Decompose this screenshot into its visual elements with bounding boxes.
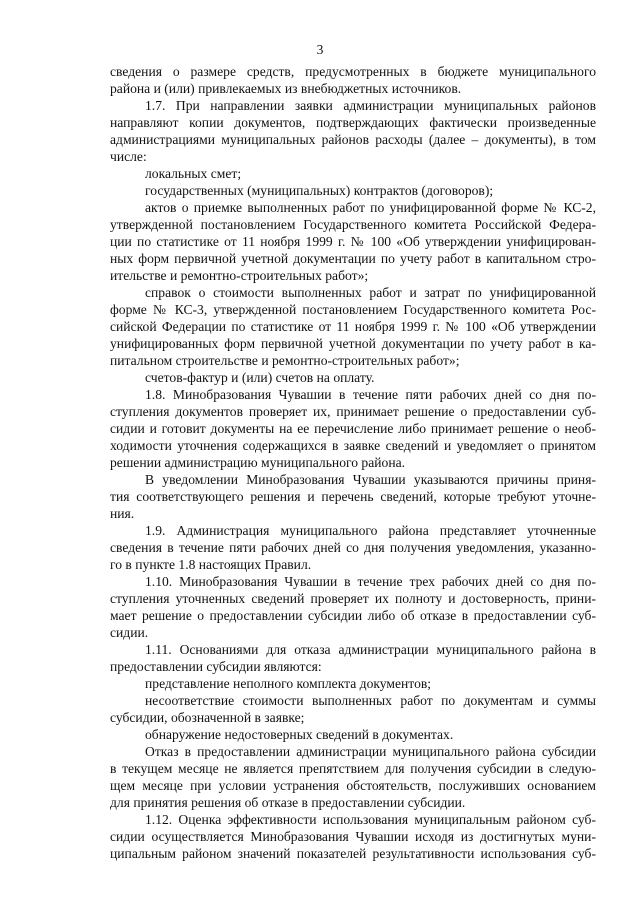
text-line: сидии осуществляется Минобразования Чувашии исходя из достигнутых муни- <box>110 829 596 844</box>
text-line: ципальным районом значений показателей результативности использования суб- <box>110 846 596 861</box>
text-line: государственных (муниципальных) контрактов (договоров); <box>145 183 494 198</box>
text-line: мает решение о предоставлении субсидии либо об отказе в предоставлении суб- <box>110 608 596 623</box>
text-line: тия соответствующего решения и перечень сведений, которые требуют уточне- <box>110 489 596 504</box>
text-line: ных форм первичной учетной документации по учету работ в капитальном стро- <box>110 251 596 266</box>
text-line: сведения в течение пяти рабочих дней со дня получения уведомления, указанно- <box>110 540 596 555</box>
text-line: ступления уточненных сведений проверяет их полноту и достоверность, прини- <box>110 591 596 606</box>
text-line: для принятия решения об отказе в предоставлении субсидии. <box>110 795 466 810</box>
text-line: утвержденной постановлением Государственного комитета Российской Федера- <box>110 217 596 232</box>
text-line: предоставлении субсидии являются: <box>110 659 322 674</box>
text-line: 1.9. Администрация муниципального района представляет уточненные <box>145 523 596 538</box>
text-line: 1.8. Минобразования Чувашии в течение пяти рабочих дней со дня по- <box>145 387 596 402</box>
text-line: 1.10. Минобразования Чувашии в течение трех рабочих дней со дня по- <box>145 574 596 589</box>
text-line: сийской Федерации по статистике от 11 ноября 1999 г. № 100 «Об утверждении <box>110 319 596 334</box>
text-line: администрациями муниципальных районов расходы (далее – документы), в том <box>110 132 596 147</box>
text-line: форме № КС-3, утвержденной постановлением Государственного комитета Рос- <box>110 302 596 317</box>
text-line: Отказ в предоставлении администрации муниципального района субсидии <box>145 744 596 759</box>
text-line: обнаружение недостоверных сведений в документах. <box>145 727 454 742</box>
text-line: В уведомлении Минобразования Чувашии указываются причины приня- <box>145 472 596 487</box>
text-line: представление неполного комплекта документов; <box>145 676 432 691</box>
text-line: 1.7. При направлении заявки администрации муниципальных районов <box>145 98 596 113</box>
text-line: сидии. <box>110 625 149 640</box>
text-line: 1.11. Основаниями для отказа администрации муниципального района в <box>145 642 596 657</box>
text-line: ходимости уточнения содержащихся в заявке сведений и уведомляет о принятом <box>110 438 596 453</box>
text-line: района и (или) привлекаемых из внебюджетных источников. <box>110 81 462 96</box>
text-line: унифицированных форм первичной учетной документации по учету работ в ка- <box>110 336 596 351</box>
text-line: решении администрацию муниципального района. <box>110 455 406 470</box>
page-number: 3 <box>316 42 324 57</box>
text-line: сидии и готовит документы на ее перечисление либо принимает решение о необ- <box>110 421 596 436</box>
text-line: несоответствие стоимости выполненных работ по документам и суммы <box>145 693 596 708</box>
text-line: в текущем месяце не является препятствием для получения субсидии в следую- <box>110 761 596 776</box>
text-line: го в пункте 1.8 настоящих Правил. <box>110 557 312 572</box>
text-line: ции по статистике от 11 ноября 1999 г. № 100 «Об утверждении унифицирован- <box>110 234 596 249</box>
text-line: сведения о размере средств, предусмотренных в бюджете муниципального <box>110 64 596 79</box>
text-line: щем месяце при условии устранения обстоятельств, послуживших основанием <box>110 778 596 793</box>
text-line: числе: <box>110 149 147 164</box>
text-line: 1.12. Оценка эффективности использования муниципальным районом суб- <box>145 812 596 827</box>
text-line: актов о приемке выполненных работ по унифицированной форме № КС-2, <box>145 200 596 215</box>
text-line: счетов-фактур и (или) счетов на оплату. <box>145 370 375 385</box>
text-line: ступления документов проверяет их, принимает решение о предоставлении суб- <box>110 404 596 419</box>
text-line: питальном строительстве и ремонтно-строительных работ»; <box>110 353 460 368</box>
text-line: ительстве и ремонтно-строительных работ»; <box>110 268 369 283</box>
text-line: направляют копии документов, подтверждающих фактически произведенные <box>110 115 596 130</box>
text-line: ния. <box>110 506 135 521</box>
text-line: субсидии, обозначенной в заявке; <box>110 710 305 725</box>
text-line: справок о стоимости выполненных работ и затрат по унифицированной <box>145 285 596 300</box>
text-line: локальных смет; <box>145 166 242 181</box>
